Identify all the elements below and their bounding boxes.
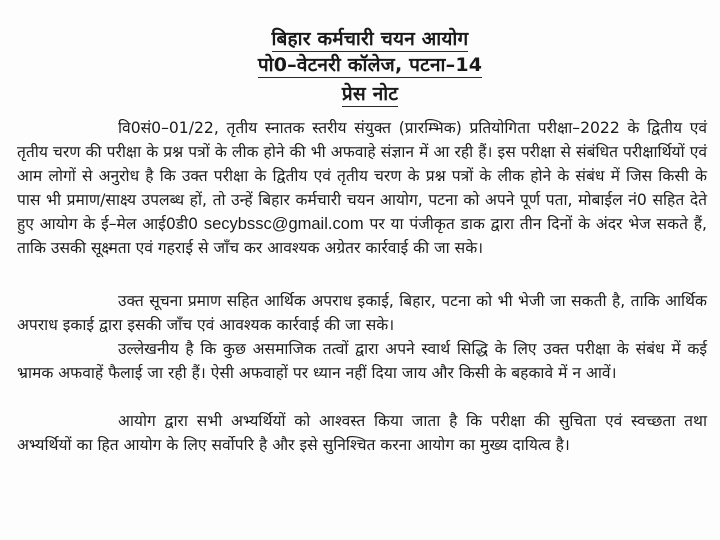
email-address: secybssc@gmail.com xyxy=(203,215,364,233)
organization-name: बिहार कर्मचारी चयन आयोग xyxy=(271,28,469,50)
paragraph-2: उक्त सूचना प्रमाण सहित आर्थिक अपराध इकाई, बिहार, पटना को भी भेजी जा सकती है, ताकि आर्थिक अपराध इकाई द्वारा इसकी जाँच एवं आवश्यक कार्रवाई की जा सके। xyxy=(17,292,707,334)
paragraph-1-text-before-email: वि0सं0–01/22, तृतीय स्नातक स्तरीय संयुक्त (प्रारम्भिक) प्रतियोगिता परीक्षा–2022 के द्वितीय एवं तृतीय चरण की परीक्षा के प्रश्न पत्रों के लीक होने की भी अफवाहे संज्ञान में आ रही हैं। इस परीक्षा से संबंधित परीक्षार्थियों एवं आम लोगों से अनुरोध है कि उक्त परीक्षा के द्वितीय एवं तृतीय चरण के प्रश्न पत्रों के लीक होने के संबंध में जिस किसी के पास भी प्रमाण/साक्ष्य उपलब्ध हों, तो उन्हें बिहार कर्मचारी चयन आयोग, पटना को अपने पूर्ण पता, मोबाईल नं0 सहित देते हुए आयोग के ई–मेल आई0डी0 xyxy=(17,119,708,233)
organization-address: पो0–वेटनरी कॉलेज, पटना–14 xyxy=(257,54,483,76)
paragraph-1-block xyxy=(17,116,707,260)
paragraph-4-block xyxy=(17,409,707,457)
document-title: प्रेस नोट xyxy=(341,83,399,105)
paragraph-1 xyxy=(17,116,707,260)
paragraph-3: उल्लेखनीय है कि कुछ असमाजिक तत्वों द्वारा अपने स्वार्थ सिद्धि के लिए उक्त परीक्षा के संबंध में कई भ्रामक अफवाहें फैलाई जा रही हैं। ऐसी अफवाहों पर ध्यान नहीं दिया जाय और किसी के बहकावे में न आवें। xyxy=(17,340,707,382)
paragraph-3-block xyxy=(17,337,707,385)
paragraph-4: आयोग द्वारा सभी अभ्यर्थियों को आश्वस्त किया जाता है कि परीक्षा की सुचिता एवं स्वच्छता तथा अभ्यर्थियों का हित आयोग के लिए सर्वोपरि है और इसे सुनिश्चित करना आयोग का मुख्य दायित्व है। xyxy=(17,412,707,454)
paragraph-1-text-after-email: पर या पंजीकृत डाक द्वारा तीन दिनों के अंदर भेज सकते हैं, ताकि उसकी सूक्ष्मता एवं गहराई से जाँच कर आवश्यक अग्रेतर कार्रवाई की जा सके। xyxy=(17,215,707,257)
header-organization-row xyxy=(0,28,720,52)
header-address-row xyxy=(0,54,720,78)
paragraph-2-block xyxy=(17,289,707,337)
header-title-row xyxy=(0,83,720,107)
